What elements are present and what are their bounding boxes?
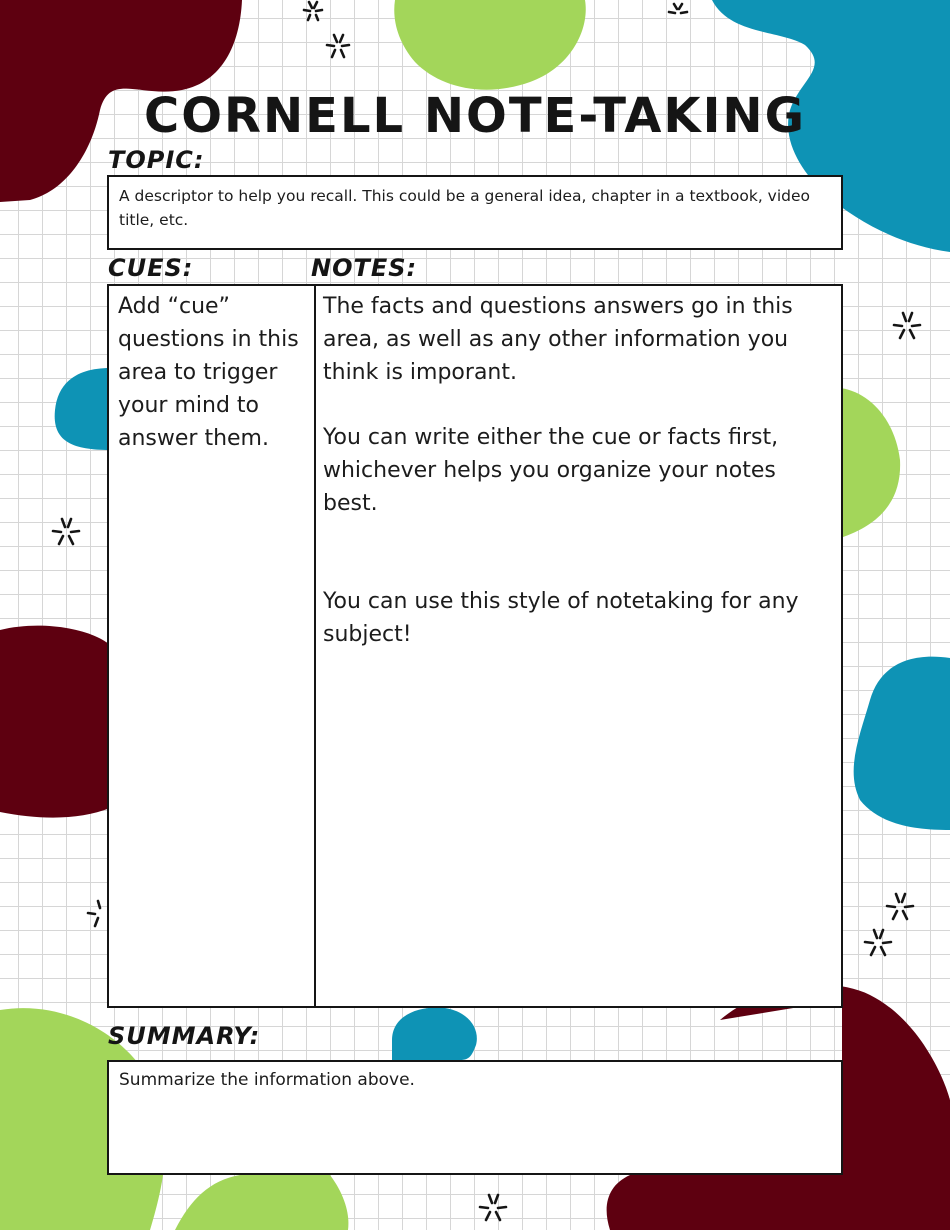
topic-label: TOPIC:: [108, 146, 205, 174]
notes-paragraph-2: You can write either the cue or facts first, whichever helps you organize your notes best.: [323, 425, 779, 516]
cues-text: Add “cue” questions in this area to trigger your mind to answer them.: [118, 294, 299, 451]
notes-column[interactable]: [323, 290, 833, 651]
notes-paragraph-3: You can use this style of notetaking for any subject!: [323, 589, 799, 647]
cues-notes-box: [107, 284, 843, 1008]
summary-text: Summarize the information above.: [119, 1070, 415, 1090]
notes-paragraph-1: The facts and questions answers go in this area, as well as any other information you think is imporant.: [323, 294, 793, 385]
summary-label: SUMMARY:: [108, 1022, 261, 1050]
cues-label: CUES:: [108, 254, 194, 282]
page-title: CORNELL NOTE-TAKING: [144, 88, 806, 144]
sparkle-icon: [894, 313, 920, 338]
maroon-blob-left: [0, 626, 110, 818]
summary-box[interactable]: [107, 1060, 843, 1175]
teal-blob-right: [854, 657, 950, 830]
cues-column[interactable]: [118, 290, 306, 455]
sparkle-icon: [304, 2, 322, 20]
sparkle-icon: [669, 4, 687, 13]
sparkle-icon: [480, 1195, 506, 1220]
notes-label: NOTES:: [311, 254, 418, 282]
sparkle-icon: [53, 519, 79, 544]
topic-box[interactable]: [107, 175, 843, 250]
lime-blob-top: [394, 0, 585, 90]
teal-blob-bottom: [392, 1007, 477, 1060]
sparkle-icon: [865, 930, 891, 955]
lime-blob-bottom-center: [175, 1175, 348, 1230]
sparkle-icon: [88, 901, 100, 926]
sparkle-icon: [887, 894, 913, 919]
column-divider: [314, 286, 316, 1006]
sparkle-icon: [327, 35, 349, 57]
topic-text: A descriptor to help you recall. This could be a general idea, chapter in a textbook, video title, etc.: [119, 187, 811, 229]
teal-blob-left: [55, 368, 110, 450]
lime-blob-right: [840, 388, 900, 538]
